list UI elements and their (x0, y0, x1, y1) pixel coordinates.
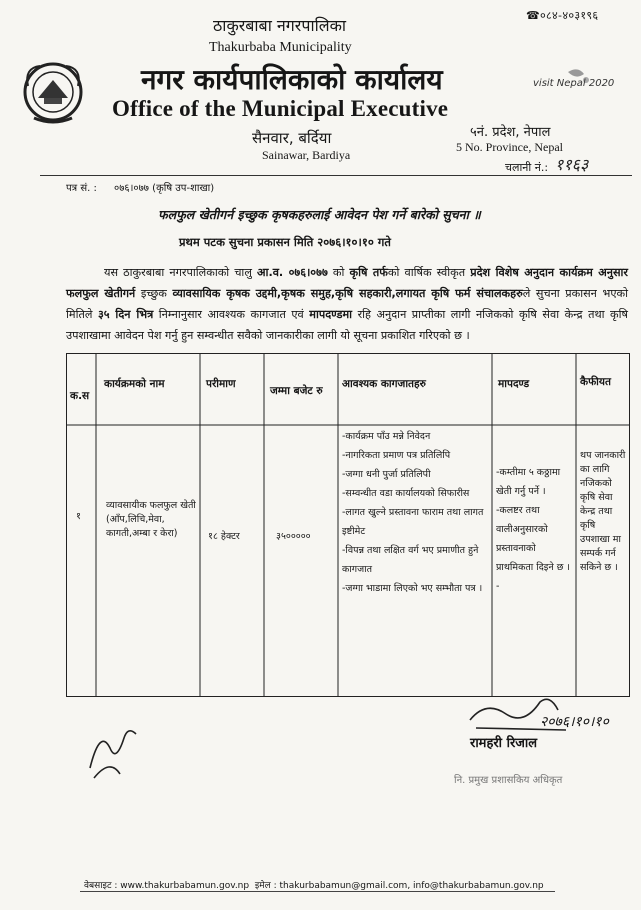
documents-list (342, 427, 488, 598)
body-segment: ले सुचना प्रकासन भएको मितिले (66, 287, 628, 321)
header-divider (40, 175, 632, 176)
row-budget: ३५००००० (276, 531, 311, 542)
criteria-item: -कलष्टर तथा वालीअनुसारको प्रस्तावनाको प्राथमिकता दिइने छ । (496, 505, 571, 573)
body-segment: रहि अनुदान प्राप्तीका लागी नजिकको कृषि सेवा केन्द्र तथा कृषि उपशाखामा आवेदन पेश गर्नु हुन सम्वन्धीत सवैको जानकारीका लागी यो सूचना प्रकाशित गरिएको छ । (66, 308, 628, 342)
header-criteria: मापदण्ड (498, 378, 530, 390)
body-segment: यस ठाकुरबाबा नगरपालिकाको चालु (104, 266, 258, 279)
target-groups: व्यावसायिक कृषक उद्दमी,कृषक समुह,कृषि सहकारी,लगायत कृषि फर्म संचालकहरु (172, 287, 523, 300)
agriculture-sector: कृषि तर्फ (349, 266, 388, 279)
criteria-word: मापदण्डमा (309, 308, 353, 321)
document-item: -लागत खुल्ने प्रस्तावना फाराम तथा लागत इष्टीमेट (342, 507, 484, 537)
letter-number-label: पत्र सं. : (66, 183, 97, 194)
program-name: प्रदेश विशेष अनुदान कार्यक्रम अनुसार फलफुल खेतीगर्न (66, 266, 629, 300)
body-segment: को (327, 266, 350, 279)
province-english: 5 No. Province, Nepal (456, 140, 563, 154)
row-sn: १ (76, 511, 81, 522)
header-remarks: कैफीयत (580, 376, 611, 388)
signatory-name: रामहरी रिजाल (470, 736, 538, 751)
body-segment: निम्नानुसार आवश्यक कागजात एवं (153, 308, 310, 321)
municipality-name-nepali: ठाकुरबाबा नगरपालिका (213, 16, 347, 35)
office-title-nepali: नगर कार्यपालिकाको कार्यालय (141, 63, 443, 96)
office-title-english: Office of the Municipal Executive (112, 96, 449, 121)
dispatch-number: ११६३ (555, 155, 589, 174)
visit-nepal-text: visit Nepal 2020 (533, 78, 615, 89)
email-link[interactable]: thakurbabamun@gmail.com, info@thakurbabamun.gov.np (279, 881, 544, 891)
requirements-table (66, 353, 630, 697)
header-documents: आवश्यक कागजातहरु (342, 378, 426, 390)
criteria-item: -कम्तीमा ५ कठ्ठामा खेती गर्नु पर्ने । (496, 467, 561, 497)
address-nepali: सैनवार, बर्दिया (252, 129, 332, 147)
header-program: कार्यक्रमको नाम (104, 378, 165, 390)
document-item: -नागरिकता प्रमाण पत्र प्रतिलिपि (342, 450, 451, 461)
left-signature-image (80, 708, 146, 788)
document-item: -जग्गा धनी पुर्जा प्रतिलिपी (342, 469, 431, 480)
header-sn: क.स (70, 390, 90, 402)
address-english: Sainawar, Bardiya (262, 148, 351, 162)
fiscal-year: आ.व. ०७६।०७७ (257, 266, 328, 279)
deadline-days: ३५ दिन भित्र (97, 308, 154, 321)
document-item: -जग्गा भाडामा लिएको भए सम्भौता पत्र । (342, 583, 483, 594)
document-item: -सम्वन्धीत वडा कार्यालयको सिफारीस (342, 488, 470, 499)
header-quantity: परीमाण (206, 378, 236, 390)
footer-contact (84, 878, 544, 891)
municipality-emblem-icon (20, 56, 86, 126)
signatory-title: नि. प्रमुख प्रशासकिय अधिकृत (454, 775, 563, 786)
province-nepali: ५नं. प्रदेश, नेपाल (470, 125, 551, 140)
website-link[interactable]: www.thakurbabamun.gov.np (120, 881, 250, 891)
signature-date: २०७६।१०।१० (540, 714, 609, 730)
municipality-name-english: Thakurbaba Municipality (209, 40, 352, 55)
notice-subject: फलफुल खेतीगर्न इच्छुक कृषकहरुलाई आवेदन पेश गर्ने बारेको सुचना ॥ (158, 207, 481, 222)
website-label: वेबसाइट : (84, 881, 121, 891)
criteria-item: - (496, 581, 500, 592)
email-label: इमेल : (254, 881, 280, 891)
row-quantity: १८ हेक्टर (208, 531, 240, 542)
criteria-list (496, 463, 574, 596)
document-item: -कार्यक्रम पाँउ मन्ने निवेदन (342, 431, 431, 442)
dispatch-label: चलानी नं.: (505, 161, 549, 174)
row-remarks: थप जानकारी का लागि नजिकको कृषि सेवा केन्द्र तथा कृषि उपशाखा मा सम्पर्क गर्न सकिने छ । (580, 450, 626, 573)
notice-body (66, 262, 628, 346)
row-program: व्यावसायीक फलफुल खेती (आँप,लिचि,मेवा, कागती,अम्बा र केरा) (106, 500, 196, 539)
footer-divider (80, 891, 555, 892)
body-segment: को वार्षिक स्वीकृत (387, 266, 471, 279)
header-budget: जम्मा बजेट रु (270, 385, 323, 397)
document-item: -विपन्न तथा लक्षित वर्ग भए प्रमाणीत हुने कागजात (342, 545, 479, 575)
publish-date-line: प्रथम पटक सुचना प्रकासन मिति २०७६।१०।१० गते (179, 235, 391, 249)
body-segment: इच्छुक (135, 287, 173, 300)
letter-number-value: ०७६।०७७ (कृषि उप-शाखा) (114, 183, 215, 194)
phone-number: ☎०८४-४०३१९६ (526, 9, 599, 22)
